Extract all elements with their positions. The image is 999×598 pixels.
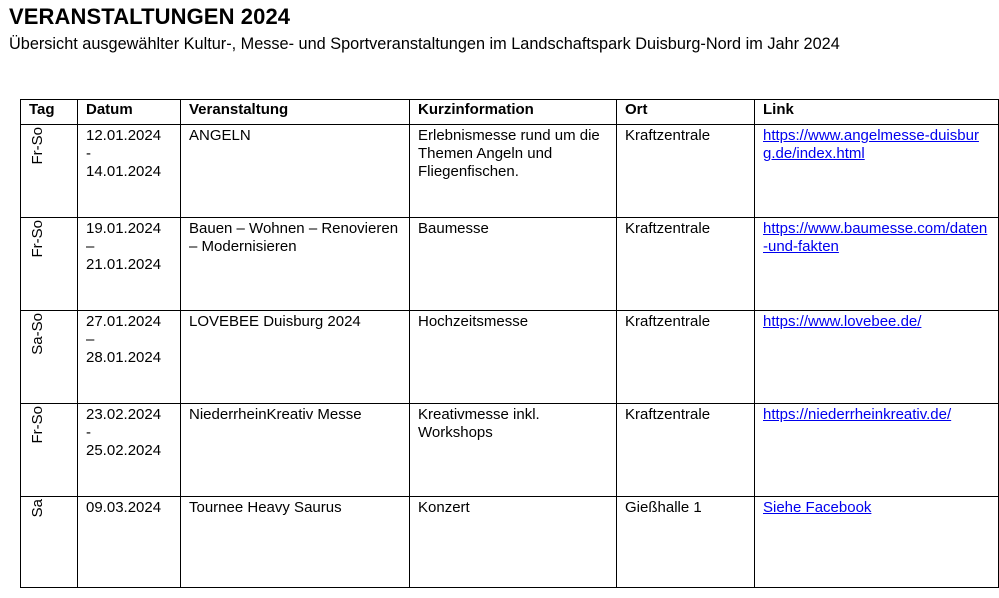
table-row	[21, 218, 999, 311]
cell-veranstaltung: LOVEBEE Duisburg 2024	[181, 311, 410, 404]
cell-kurzinformation: Kreativmesse inkl. Workshops	[410, 404, 617, 497]
event-link[interactable]: https://niederrheinkreativ.de/	[763, 406, 952, 423]
cell-ort: Kraftzentrale	[617, 218, 755, 311]
cell-link	[755, 497, 999, 588]
cell-tag: Fr-So	[21, 404, 78, 497]
cell-kurzinformation: Hochzeitsmesse	[410, 311, 617, 404]
cell-tag: Fr-So	[21, 218, 78, 311]
event-link[interactable]: https://www.lovebee.de/	[763, 313, 922, 330]
cell-link	[755, 218, 999, 311]
cell-datum: 09.03.2024	[78, 497, 181, 588]
cell-datum: 12.01.2024 - 14.01.2024	[78, 125, 181, 218]
cell-veranstaltung: NiederrheinKreativ Messe	[181, 404, 410, 497]
event-link[interactable]: https://www.angelmesse-duisburg.de/index.html	[763, 127, 979, 162]
cell-kurzinformation: Baumesse	[410, 218, 617, 311]
events-table	[20, 99, 999, 588]
header-veranstaltung: Veranstaltung	[181, 100, 410, 125]
cell-link	[755, 125, 999, 218]
cell-veranstaltung: Bauen – Wohnen – Renovieren – Modernisieren	[181, 218, 410, 311]
header-datum: Datum	[78, 100, 181, 125]
page-subtitle: Übersicht ausgewählter Kultur-, Messe- und Sportveranstaltungen im Landschaftspark Duisburg-Nord im Jahr 2024	[9, 35, 840, 53]
header-link: Link	[755, 100, 999, 125]
event-link[interactable]: https://www.baumesse.com/daten-und-fakten	[763, 220, 988, 255]
cell-link	[755, 404, 999, 497]
cell-ort: Kraftzentrale	[617, 404, 755, 497]
table-row	[21, 404, 999, 497]
cell-veranstaltung: ANGELN	[181, 125, 410, 218]
cell-tag: Sa-So	[21, 311, 78, 404]
header-kurzinformation: Kurzinformation	[410, 100, 617, 125]
cell-ort: Gießhalle 1	[617, 497, 755, 588]
cell-datum: 19.01.2024 – 21.01.2024	[78, 218, 181, 311]
header-tag: Tag	[21, 100, 78, 125]
cell-tag: Fr-So	[21, 125, 78, 218]
page-title: VERANSTALTUNGEN 2024	[9, 4, 291, 29]
cell-ort: Kraftzentrale	[617, 125, 755, 218]
cell-datum: 27.01.2024 – 28.01.2024	[78, 311, 181, 404]
cell-tag: Sa	[21, 497, 78, 588]
table-row	[21, 497, 999, 588]
cell-veranstaltung: Tournee Heavy Saurus	[181, 497, 410, 588]
cell-datum: 23.02.2024 - 25.02.2024	[78, 404, 181, 497]
header-ort: Ort	[617, 100, 755, 125]
table-row	[21, 311, 999, 404]
table-row	[21, 125, 999, 218]
cell-ort: Kraftzentrale	[617, 311, 755, 404]
facebook-link[interactable]: Siehe Facebook	[763, 499, 872, 516]
cell-kurzinformation: Konzert	[410, 497, 617, 588]
table-header-row	[21, 100, 999, 125]
cell-link	[755, 311, 999, 404]
cell-kurzinformation: Erlebnismesse rund um die Themen Angeln und Fliegenfischen.	[410, 125, 617, 218]
